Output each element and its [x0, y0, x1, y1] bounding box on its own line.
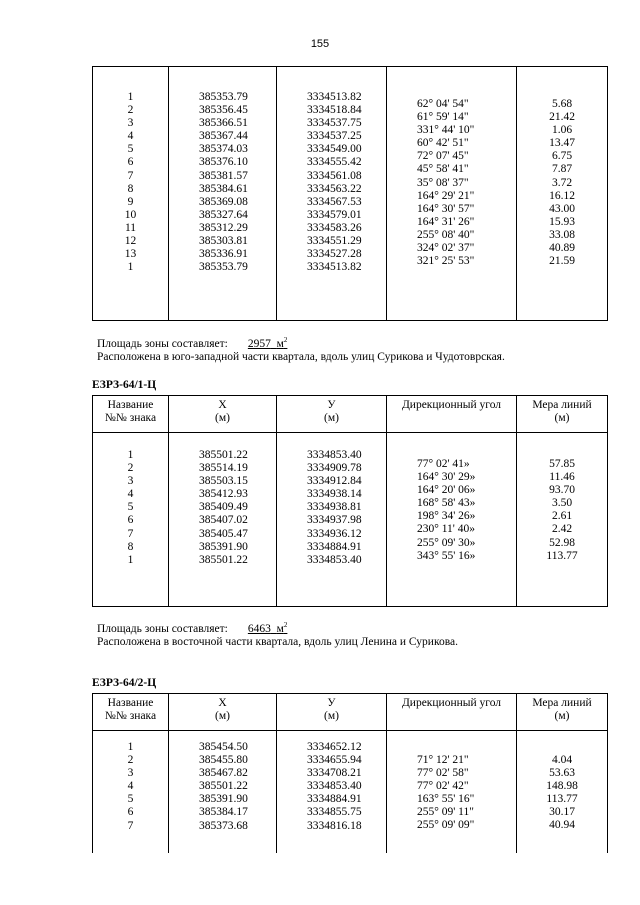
table-cell: 255° 09' 30» [417, 536, 476, 549]
table-cell: 11 [124, 221, 137, 234]
table-header [93, 694, 607, 731]
header-x: X (м) [169, 694, 277, 730]
table-cell: 12 [124, 235, 137, 248]
table-cell: 6.75 [551, 150, 573, 163]
table-cell: 385391.90 [199, 793, 248, 806]
area-label: Площадь зоны составляет: [97, 338, 228, 350]
table-cell: 11.46 [549, 471, 575, 484]
header-name: Название №№ знака [93, 396, 169, 432]
table-cell: 385353.79 [199, 261, 248, 274]
table-cell: 385405.47 [199, 527, 248, 540]
col-x [169, 67, 277, 320]
table-cell: 1 [127, 449, 134, 461]
table-cell: 385384.61 [199, 182, 248, 195]
table-cell: 385501.22 [199, 553, 248, 566]
table-cell: 2 [127, 754, 134, 767]
table-header [93, 396, 607, 433]
table-cell: 255° 08' 40" [417, 228, 475, 241]
table-cell: 324° 02' 37" [417, 242, 475, 255]
zone-title-3: ЕЗРЗ-64/2-Ц [92, 677, 157, 689]
table-cell: 3334938.81 [307, 501, 362, 514]
table-cell: 385454.50 [199, 741, 248, 753]
table-cell: 62° 04' 54" [417, 98, 469, 110]
header-y: У (м) [277, 694, 387, 730]
coordinates-table-3 [92, 693, 608, 853]
table-cell: 385376.10 [199, 156, 248, 169]
table-cell: 10 [124, 208, 137, 221]
table-cell: 148.98 [546, 780, 578, 793]
table-cell: 3334909.78 [307, 462, 362, 475]
table-cell: 3 [127, 475, 134, 488]
table-cell: 21.59 [549, 255, 575, 268]
table-cell: 3334853.40 [307, 449, 362, 461]
table-cell: 3334549.00 [307, 143, 362, 156]
table-cell: 33.08 [549, 228, 575, 241]
table-cell: 3334513.82 [307, 91, 362, 103]
table-cell: 53.63 [549, 767, 575, 780]
table-cell: 72° 07' 45" [417, 150, 469, 163]
table-cell: 3334583.26 [307, 221, 362, 234]
location-1: Расположена в юго-западной части квартала, вдоль улиц Сурикова и Чудотоврская. [97, 351, 505, 363]
page-number: 155 [310, 38, 330, 50]
table-cell: 385366.51 [199, 117, 248, 130]
table-cell: 164° 29' 21" [417, 189, 475, 202]
table-cell: 385374.03 [199, 143, 248, 156]
table-cell: 35° 08' 37" [417, 176, 469, 189]
table-cell: 3334655.94 [307, 754, 362, 767]
table-cell: 3334561.08 [307, 169, 362, 182]
table-cell: 385336.91 [199, 248, 248, 261]
location-2: Расположена в восточной части квартала, вдоль улиц Ленина и Сурикова. [97, 636, 458, 648]
table-cell: 113.77 [546, 793, 578, 806]
table-cell: 3334555.42 [307, 156, 362, 169]
header-angle: Дирекционный угол [387, 396, 517, 432]
table-cell: 3334537.25 [307, 130, 362, 143]
table-cell: 164° 31' 26" [417, 215, 475, 228]
table-cell: 40.89 [549, 242, 575, 255]
table-cell: 1 [127, 741, 134, 753]
header-angle: Дирекционный угол [387, 694, 517, 730]
table-cell: 385467.82 [199, 767, 248, 780]
table-cell: 3334884.91 [307, 793, 362, 806]
table-cell: 3334938.14 [307, 488, 362, 501]
table-cell: 385407.02 [199, 514, 248, 527]
table-cell: 5 [127, 143, 134, 156]
table-cell: 164° 20' 06» [417, 484, 476, 497]
table-cell: 255° 09' 09" [417, 819, 475, 832]
table-cell: 385381.57 [199, 169, 248, 182]
table-cell: 3334513.82 [307, 261, 362, 274]
col-angle [387, 67, 517, 320]
area-label: Площадь зоны составляет: [97, 623, 228, 635]
table-cell: 385503.15 [199, 475, 248, 488]
coordinates-table-1 [92, 66, 608, 321]
table-cell: 61° 59' 14" [417, 111, 469, 124]
table-cell: 385455.80 [199, 754, 248, 767]
table-cell: 385373.68 [199, 819, 248, 832]
table-cell: 3334527.28 [307, 248, 362, 261]
table-cell: 3334912.84 [307, 475, 362, 488]
table-cell: 77° 02' 42" [417, 780, 469, 793]
table-cell: 7 [127, 169, 134, 182]
table-cell: 7.87 [551, 163, 573, 176]
table-cell: 4 [127, 488, 134, 501]
table-cell: 164° 30' 29» [417, 471, 476, 484]
table-cell: 3334708.21 [307, 767, 362, 780]
table-cell: 3334551.29 [307, 235, 362, 248]
table-cell: 4 [127, 780, 134, 793]
col-num [93, 67, 169, 320]
table-cell: 343° 55' 16» [417, 549, 476, 562]
table-cell: 3334816.18 [307, 819, 362, 832]
table-cell: 45° 58' 41" [417, 163, 469, 176]
header-name: Название №№ знака [93, 694, 169, 730]
table-cell: 2 [127, 462, 134, 475]
table-cell: 77° 02' 58" [417, 767, 469, 780]
table-cell: 3334518.84 [307, 104, 362, 117]
table-cell: 6 [127, 806, 134, 819]
table-cell: 3334563.22 [307, 182, 362, 195]
table-cell: 1.06 [551, 124, 573, 137]
header-x: X (м) [169, 396, 277, 432]
table-cell: 5 [127, 793, 134, 806]
table-cell: 3334855.75 [307, 806, 362, 819]
table-cell: 2 [127, 104, 134, 117]
header-length: Мера линий (м) [532, 697, 592, 722]
table-cell: 3334936.12 [307, 527, 362, 540]
table-cell: 1 [127, 261, 134, 274]
table-cell: 21.42 [549, 111, 575, 124]
col-length [517, 67, 607, 320]
table-cell: 3334937.98 [307, 514, 362, 527]
table-cell: 40.94 [549, 819, 575, 832]
table-cell: 6 [127, 156, 134, 169]
table-cell: 8 [127, 540, 134, 553]
table-cell: 2.61 [551, 510, 573, 523]
area-2 [97, 618, 287, 636]
table-cell: 385327.64 [199, 208, 248, 221]
table-cell: 385303.81 [199, 235, 248, 248]
table-cell: 57.85 [549, 458, 575, 470]
area-1 [97, 333, 287, 351]
table-cell: 3334652.12 [307, 741, 362, 753]
table-cell: 385409.49 [199, 501, 248, 514]
table-cell: 5 [127, 501, 134, 514]
table-cell: 60° 42' 51" [417, 137, 469, 150]
table-cell: 1 [127, 91, 134, 103]
table-cell: 321° 25' 53" [417, 255, 475, 268]
table-cell: 15.93 [549, 215, 575, 228]
table-cell: 2.42 [551, 523, 573, 536]
table-cell: 43.00 [549, 202, 575, 215]
table-cell: 6 [127, 514, 134, 527]
area-value: 6463 $м^2$ [247, 621, 288, 635]
table-cell: 3334567.53 [307, 195, 362, 208]
table-cell: 71° 12' 21" [417, 754, 469, 766]
table-cell: 3334853.40 [307, 780, 362, 793]
table-cell: 4 [127, 130, 134, 143]
table-cell: 13 [124, 248, 137, 261]
table-cell: 385369.08 [199, 195, 248, 208]
header-y: У (м) [277, 396, 387, 432]
table-cell: 4.04 [551, 754, 573, 766]
table-cell: 30.17 [549, 806, 575, 819]
table-cell: 255° 09' 11" [417, 806, 474, 819]
table-cell: 385391.90 [199, 540, 248, 553]
area-value: 2957 $м^2$ [247, 336, 288, 350]
table-cell: 331° 44' 10" [417, 124, 475, 137]
table-cell: 163° 55' 16" [417, 793, 475, 806]
table-cell: 3334579.01 [307, 208, 362, 221]
zone-title-2: ЕЗРЗ-64/1-Ц [92, 379, 157, 391]
table-cell: 385384.17 [199, 806, 248, 819]
table-cell: 93.70 [549, 484, 575, 497]
table-cell: 3 [127, 767, 134, 780]
table-cell: 385501.22 [199, 780, 248, 793]
table-cell: 1 [127, 553, 134, 566]
table-cell: 198° 34' 26» [417, 510, 476, 523]
table-cell: 385412.93 [199, 488, 248, 501]
table-cell: 385367.44 [199, 130, 248, 143]
col-y [277, 67, 387, 320]
table-cell: 3334537.75 [307, 117, 362, 130]
table-cell: 385353.79 [199, 91, 248, 103]
table-cell: 52.98 [549, 536, 575, 549]
table-cell: 3.72 [551, 176, 573, 189]
table-cell: 3334884.91 [307, 540, 362, 553]
header-length: Мера линий (м) [532, 399, 592, 424]
table-cell: 3.50 [551, 497, 573, 510]
table-cell: 77° 02' 41» [417, 458, 470, 470]
table-cell: 3334853.40 [307, 553, 362, 566]
table-cell: 385356.45 [199, 104, 248, 117]
table-cell: 8 [127, 182, 134, 195]
table-cell: 164° 30' 57" [417, 202, 475, 215]
table-cell: 13.47 [549, 137, 575, 150]
table-cell: 9 [127, 195, 134, 208]
table-cell: 385312.29 [199, 221, 248, 234]
table-cell: 385514.19 [199, 462, 248, 475]
table-cell: 7 [127, 819, 134, 832]
table-cell: 7 [127, 527, 134, 540]
table-cell: 16.12 [549, 189, 575, 202]
table-cell: 3 [127, 117, 134, 130]
table-cell: 385501.22 [199, 449, 248, 461]
table-cell: 113.77 [546, 549, 578, 562]
coordinates-table-2 [92, 395, 608, 607]
table-cell: 230° 11' 40» [417, 523, 475, 536]
table-cell: 168° 58' 43» [417, 497, 476, 510]
table-cell: 5.68 [551, 98, 573, 110]
